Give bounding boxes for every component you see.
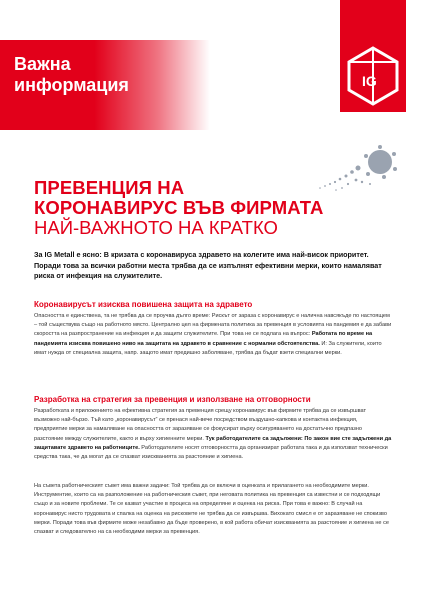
section-health-protection — [34, 299, 392, 358]
section-text: И: За служители, които имат нужда от специална защита, напр. защото имат предишно заболяване, трябва да бъдат взети специални мерки. — [34, 340, 382, 356]
section-text: Разработката и приложението на ефективна стратегия за превенция срещу коронавирус във фирмите трябва да се извършват възможно най-бързо. Тъй като „коронавирусът“ се пренася най-вече посредством въздушно-капкова и контактна инфекция, предприятие мерки за намаляване на опасността от заразяване се фокусират върху осигуряването на достатъчно предпазно разстояние между служителите, както и върху хигиенните мерки. — [34, 408, 367, 442]
section-works-council — [34, 480, 392, 537]
headline-line-2: КОРОНАВИРУС ВЪВ ФИРМАТА — [34, 197, 324, 218]
section-text: Опасността е единствена, та не трябва да се проучва дълго време: Рискът от зараза с коронавирус е налична навсякъде по настоящем – той съществува също на работното място. Централно цел на фирмената политика за превенция в условията на пандемия е да забави скоростта на разпространение на инфекция и да защити служителите. При това не се подлага на въпрос: — [34, 313, 392, 338]
section-prevention-strategy — [34, 394, 392, 462]
section-body — [34, 407, 392, 462]
headline-line-3: НАЙ-ВАЖНОТО НА КРАТКО — [34, 217, 278, 238]
ig-metall-logo-icon — [340, 0, 406, 112]
section-body: На съвета работническият съвет има важни задачи: Той трябва да се включи в оценката и прилагането на необходимите мерки. Инструментие, които са на разположение на работническия съвет, при неговата политика на превенция са известни и се подходящи също и за новите проблеми. Те се казват участие в процеса на определяне и оценка на риска. При това е важно: В случай на коронавирус нисто трудовата и спалка на оценка на рисковете не трябва да се извършва. Вихокато смисл е от заразяване не спокизво мерки. Поради това във фирмите може незабавно да бъде проверено, в кой работа обичат изискванията за разстояние и хигиена не се спазват и следователно на са необходими мерки за превенция. — [34, 483, 389, 536]
headline-line-1: ПРЕВЕНЦИЯ НА — [34, 177, 185, 198]
section-heading: Коронавирусът изисква повишена защита на здравето — [34, 300, 253, 309]
headline — [34, 178, 394, 238]
banner-title: Важна информация — [14, 54, 129, 95]
info-banner — [0, 40, 210, 130]
section-bold-text: Тук работодателите са задължени: По закон вие сте задължени да защитавате здравето на работниците. — [34, 435, 392, 451]
intro-paragraph: За IG Metall е ясно: В кризата с коронавируса здравето на колегите има най-висок приоритет. Поради това за всички работни места трябва да се изпълнят ефективни мерки, които намаляват риска от инфекция на служителите. — [34, 250, 382, 280]
section-bold-text: Работата по време на пандемията изисква повишено ниво на защитата на здравето в сравнение с нормални обстоятелства. — [34, 331, 373, 347]
section-body — [34, 312, 392, 358]
logo-letters: IG — [362, 73, 377, 89]
section-text: Работодателите носят отговорността да организират работата така и да използват технически средства така, че да могат да се спазват изискванията за разстояние и хигиена. — [34, 444, 388, 461]
section-heading: Разработка на стратегия за превенция и използване на отговорности — [34, 395, 311, 404]
